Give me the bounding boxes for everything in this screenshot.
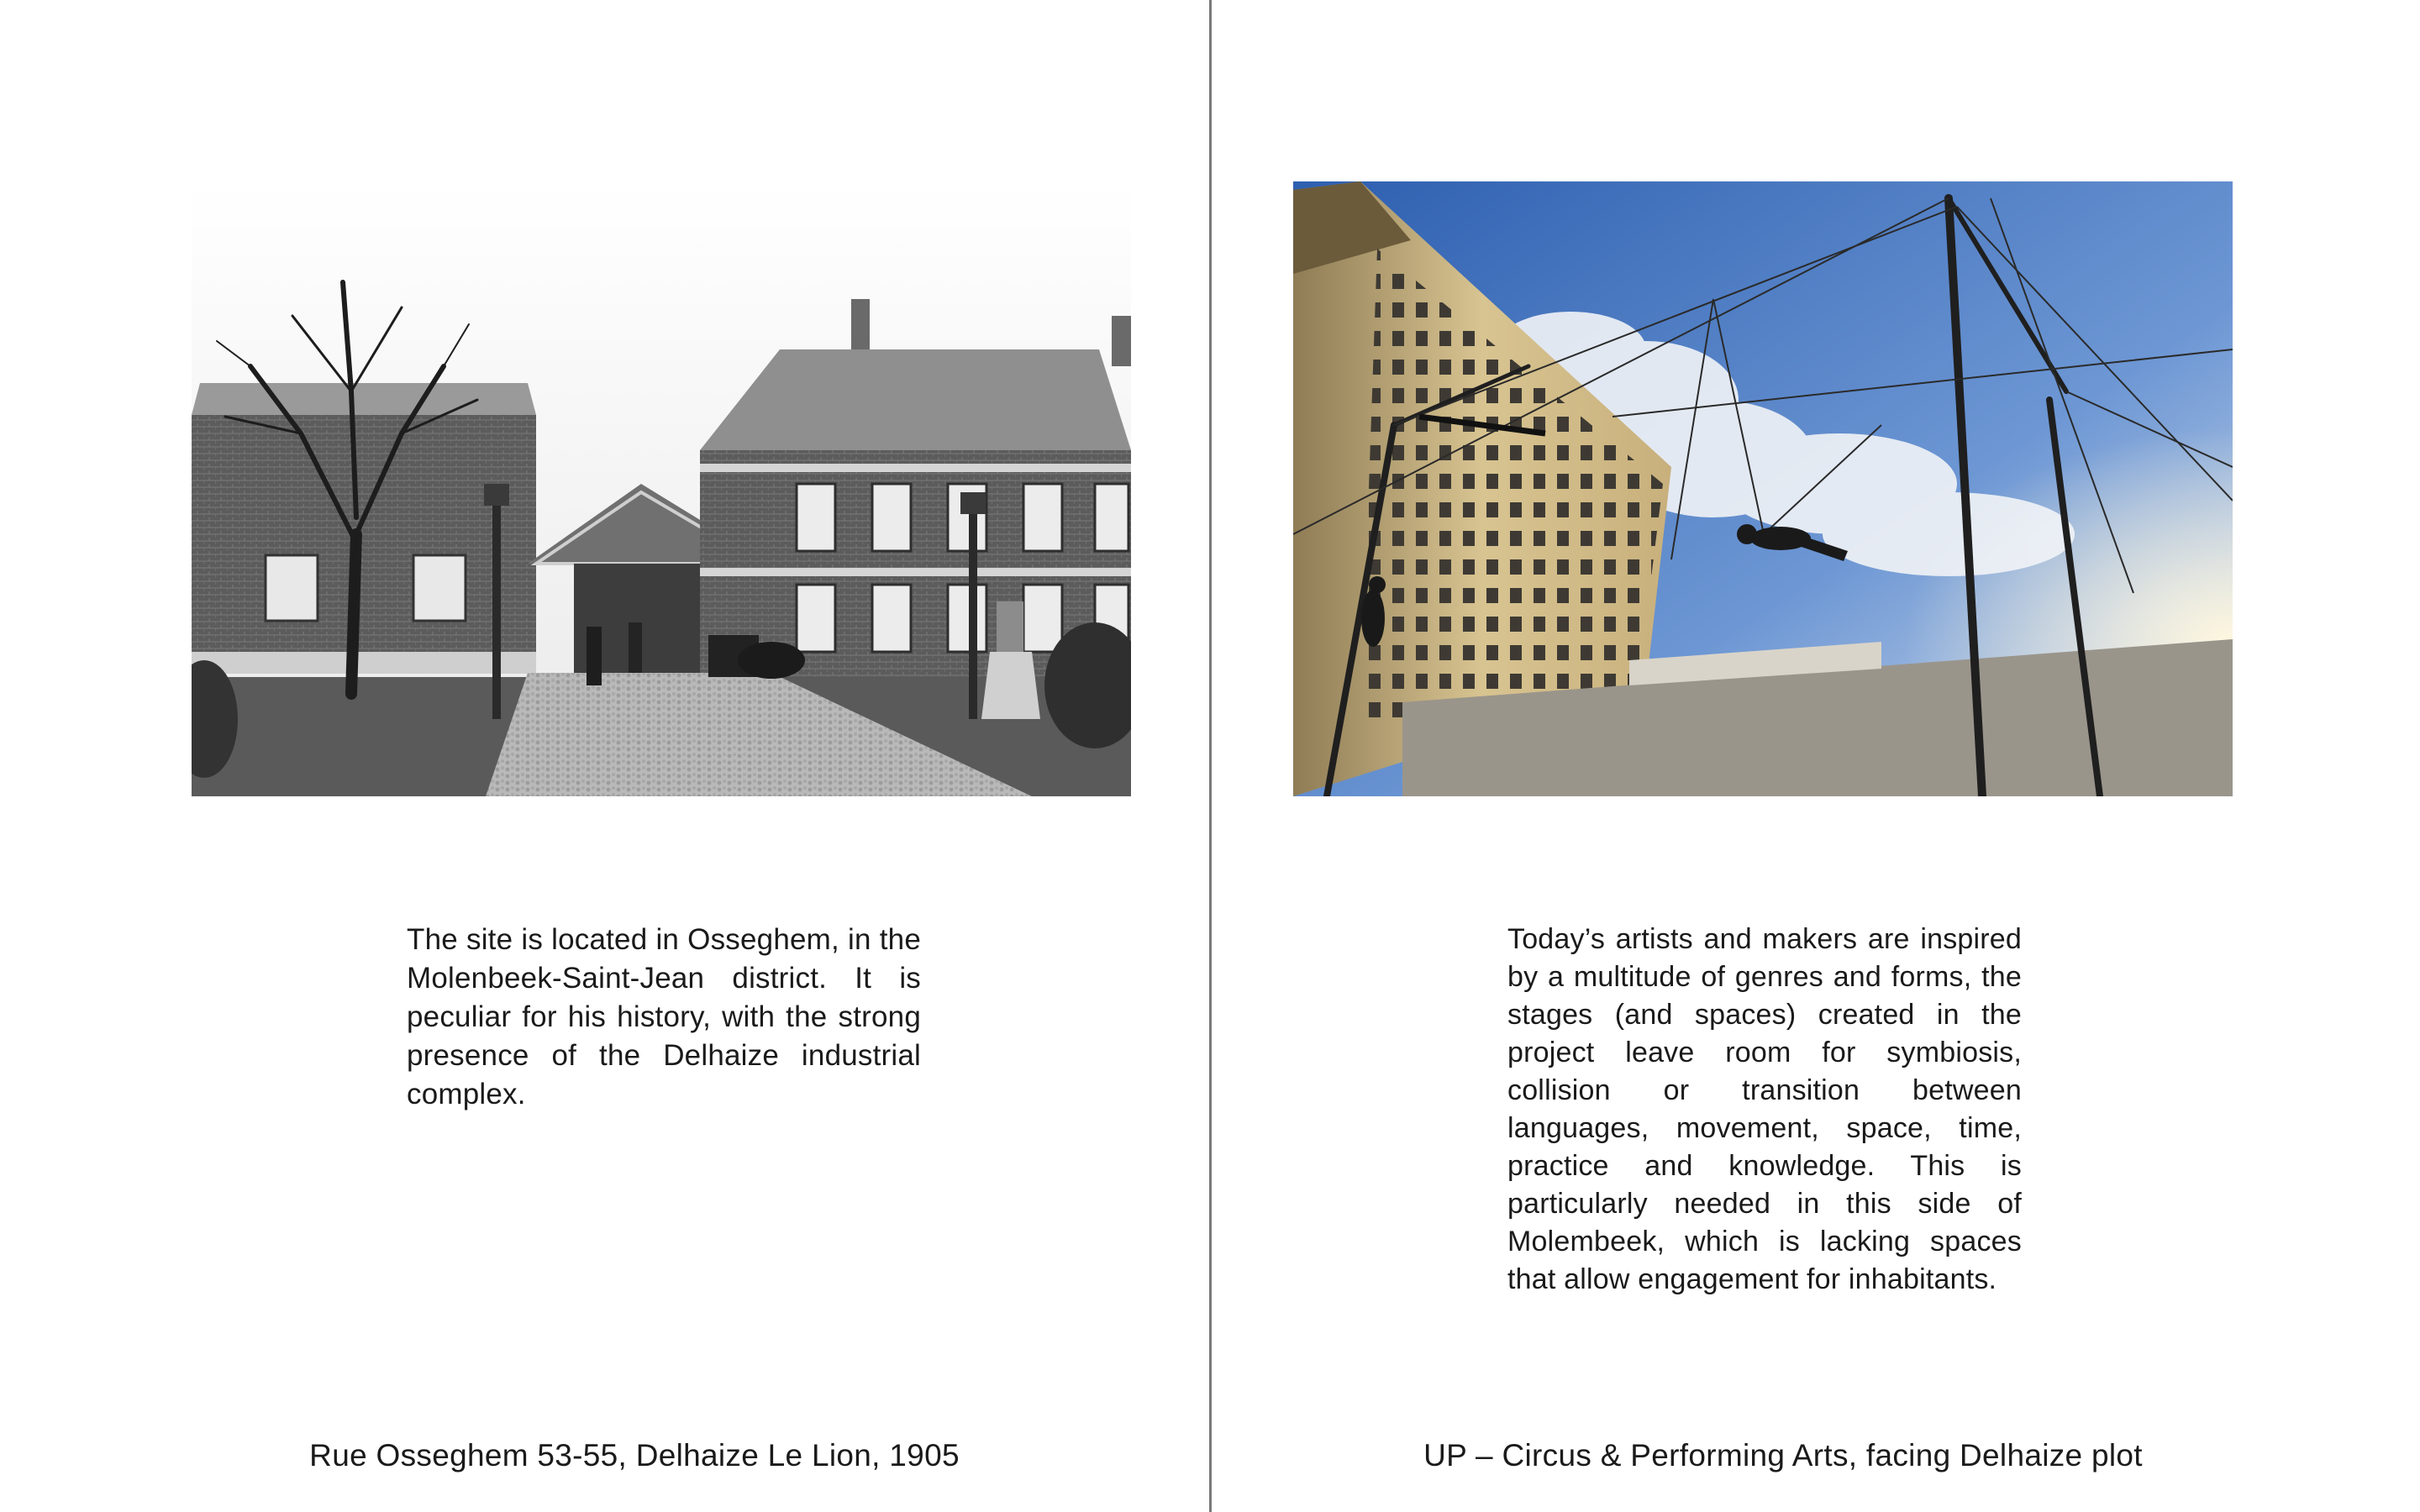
circus-photo-image <box>1293 181 2233 796</box>
body-paragraph: The site is located in Osseghem, in the Molenbeek-Saint-Jean district. It is peculiar for his history, with the strong presence of the Delhaize industrial complex. <box>407 923 921 1110</box>
body-paragraph: Today’s artists and makers are inspired by a multitude of genres and forms, the stages (and spaces) created in the project leave room for symbiosis, collision or transition between languages, movement, space, time, practice and knowledge. This is particularly needed in this side of Molembeek, which is lacking spaces that allow engagement for inhabitants. <box>1507 923 2022 1295</box>
photo-caption: Rue Osseghem 53-55, Delhaize Le Lion, 1905 <box>309 1438 960 1473</box>
historic-photo-image <box>192 181 1131 796</box>
historic-photo <box>192 181 1131 796</box>
circus-photo <box>1293 181 2233 796</box>
right-page <box>1212 0 2420 1512</box>
photo-caption: UP – Circus & Performing Arts, facing Delhaize plot <box>1423 1438 2143 1473</box>
